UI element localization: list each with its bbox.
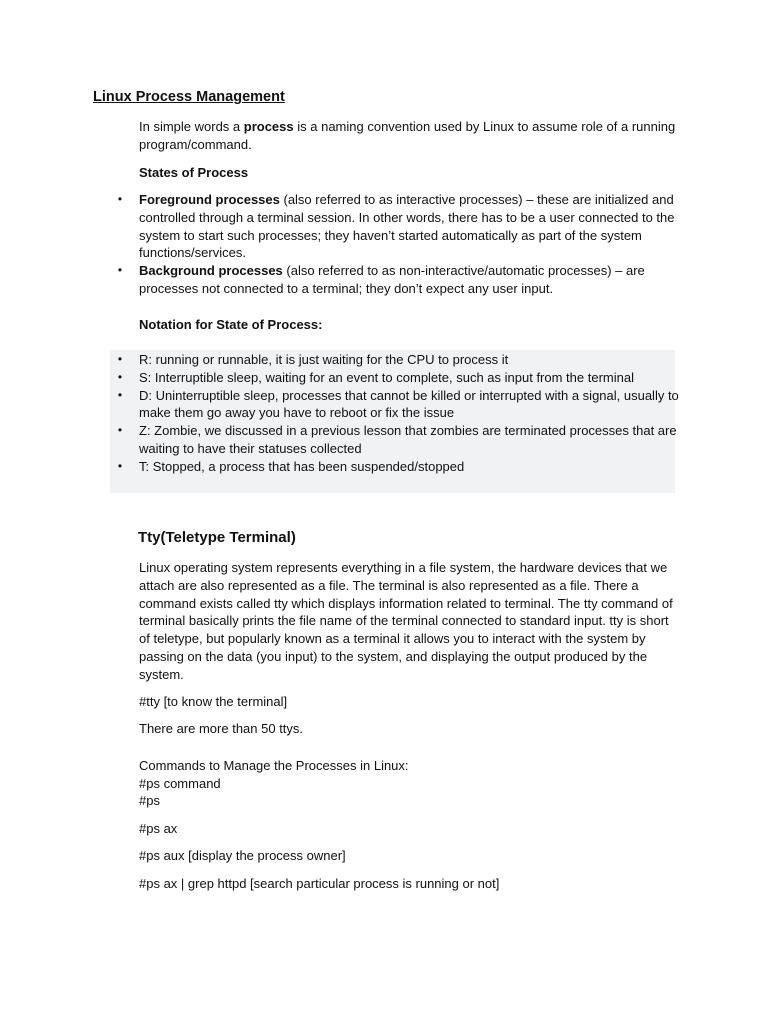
- list-item: [117, 351, 679, 369]
- bullet-icon: •: [117, 263, 123, 278]
- document-title: Linux Process Management: [93, 89, 285, 105]
- notation-text: T: Stopped, a process that has been suspended/stopped: [139, 458, 465, 474]
- command-ps-ax: #ps ax: [139, 821, 178, 836]
- notation-text: R: running or runnable, it is just waiting for the CPU to process it: [139, 352, 509, 367]
- command-ps-aux: #ps aux [display the process owner]: [139, 848, 346, 863]
- state-description: (also referred to as interactive processes) – these are initialized and controlled through a terminal session. In other words, there has to be a user connected to the system to start such processes; they haven’t started automatically as part of the system functions/services.: [139, 192, 675, 261]
- commands-heading: Commands to Manage the Processes in Linux:: [139, 758, 409, 773]
- state-name: Background processes: [139, 263, 283, 279]
- bullet-icon: •: [117, 352, 123, 366]
- command-ps-command: #ps command: [139, 776, 221, 791]
- state-description: (also referred to as non-interactive/automatic processes) – are processes not connected to a terminal; they don’t expect any user input.: [139, 263, 645, 296]
- command-ps: #ps: [139, 793, 160, 808]
- intro-paragraph: [139, 118, 679, 154]
- notation-text: D: Uninterruptible sleep, processes that cannot be killed or interrupted with a signal, usually to make them go away you have to reboot or fix the issue: [139, 387, 679, 421]
- notation-heading: Notation for State of Process:: [139, 317, 323, 332]
- tty-heading: Tty(Teletype Terminal): [138, 529, 296, 546]
- bullet-icon: •: [117, 458, 123, 473]
- list-item: [117, 458, 679, 476]
- tty-command: #tty [to know the terminal]: [139, 694, 288, 709]
- notation-text: Z: Zombie, we discussed in a previous lesson that zombies are terminated processes that are waiting to have their statuses collected: [139, 423, 677, 456]
- list-item: [117, 191, 679, 262]
- command-ps-grep: #ps ax | grep httpd [search particular process is running or not]: [139, 876, 500, 891]
- ttys-note: There are more than 50 ttys.: [139, 721, 304, 736]
- states-list: [117, 191, 679, 298]
- list-item: [117, 262, 679, 298]
- tty-paragraph: Linux operating system represents everything in a file system, the hardware devices that we attach are also represented as a file. The terminal is also represented as a file. There a command exists called tty which displays information related to terminal. The tty command of terminal basically prints the file name of the terminal connected to standard input. tty is short of teletype, but popularly known as a terminal it allows you to interact with the system by passing on the data (you input) to the system, and displaying the output produced by the system.: [139, 560, 673, 682]
- intro-text-pre: In simple words a: [139, 119, 244, 134]
- state-name: Foreground processes: [139, 192, 280, 207]
- list-item: [117, 369, 679, 387]
- notation-list: [117, 351, 679, 476]
- list-item: [117, 422, 679, 458]
- bullet-icon: •: [117, 369, 123, 384]
- bullet-icon: •: [117, 387, 123, 402]
- notation-text: S: Interruptible sleep, waiting for an event to complete, such as input from the terminal: [139, 369, 634, 385]
- states-heading: States of Process: [139, 165, 249, 180]
- bullet-icon: •: [117, 192, 123, 206]
- list-item: [117, 387, 679, 423]
- intro-text-post: is a naming convention used by Linux to assume role of a running program/command.: [139, 119, 676, 152]
- intro-text-bold: process: [243, 119, 294, 134]
- bullet-icon: •: [117, 423, 123, 438]
